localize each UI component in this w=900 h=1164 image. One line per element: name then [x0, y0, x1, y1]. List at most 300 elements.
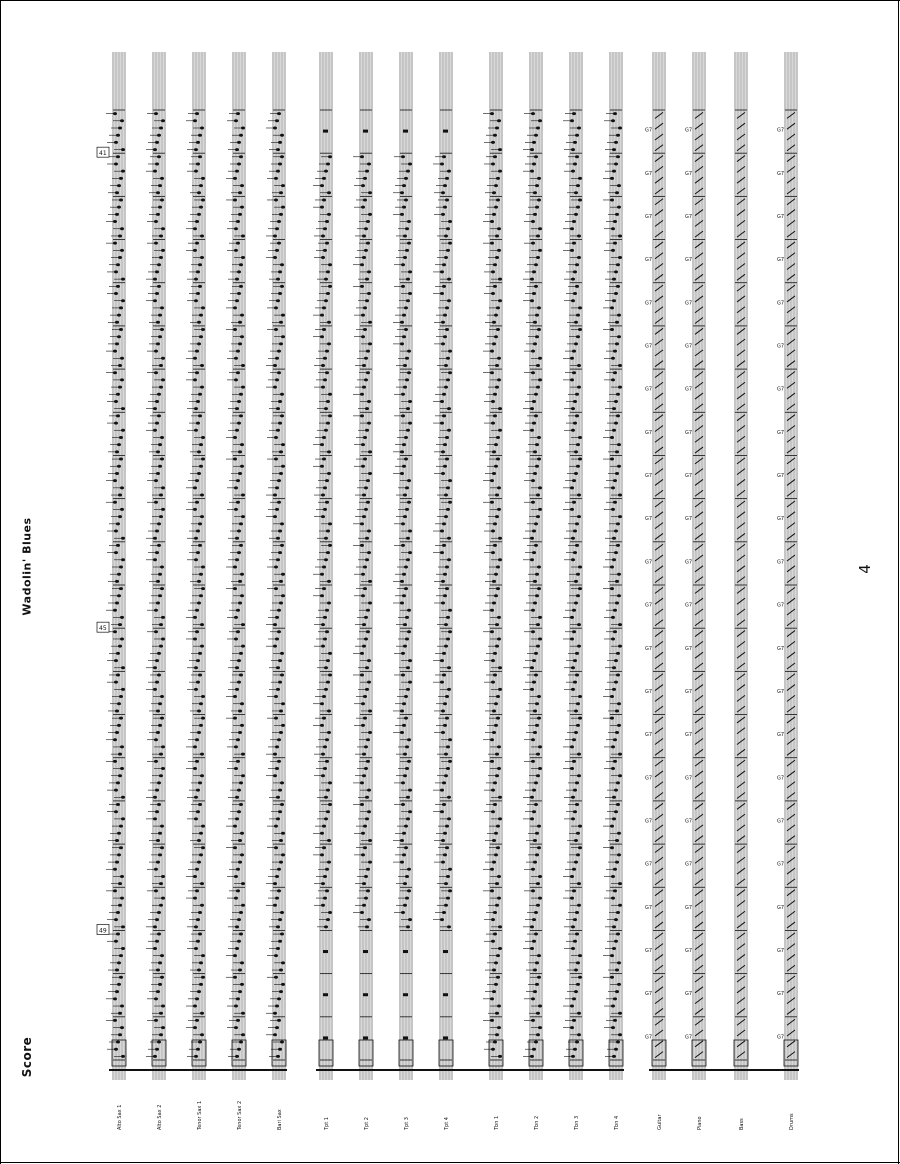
note-head [612, 817, 616, 820]
note-head [536, 234, 540, 237]
note-head [195, 760, 199, 763]
note-head [494, 832, 498, 835]
note-head [321, 753, 325, 756]
note-head [492, 969, 496, 972]
note-head [116, 933, 120, 936]
note-head [199, 314, 203, 317]
note-head [328, 781, 332, 784]
note-head [156, 213, 160, 216]
note-head [362, 645, 366, 648]
note-head [153, 817, 157, 820]
note-head [572, 350, 576, 353]
chord-symbol: G7 [645, 386, 653, 393]
note-head [279, 731, 283, 734]
note-head [497, 616, 501, 619]
note-head [241, 753, 245, 756]
note-head [615, 731, 619, 734]
note-head [324, 925, 328, 928]
note-head [534, 781, 538, 784]
note-head [576, 853, 580, 856]
note-head [199, 832, 203, 835]
note-head [281, 335, 285, 338]
note-head [360, 155, 364, 158]
note-head [495, 882, 499, 885]
note-head [273, 256, 277, 259]
note-head [578, 587, 582, 590]
note-head [200, 234, 204, 237]
note-head [153, 148, 157, 151]
note-head [233, 976, 237, 979]
chord-symbol: G7 [645, 473, 653, 480]
note-head [161, 357, 165, 360]
rest-mark [363, 1036, 368, 1039]
note-head [448, 371, 452, 374]
note-head [118, 882, 122, 885]
note-head [610, 976, 614, 979]
note-head [441, 342, 445, 345]
note-head [611, 637, 615, 640]
note-head [490, 868, 494, 871]
note-head [199, 465, 203, 468]
note-head [404, 587, 408, 590]
note-head [447, 407, 451, 410]
note-head [363, 846, 367, 849]
note-head [498, 537, 502, 540]
note-head [362, 774, 366, 777]
note-head [440, 400, 444, 403]
note-head [491, 292, 495, 295]
note-head [118, 494, 122, 497]
note-head [443, 465, 447, 468]
note-head [321, 882, 325, 885]
note-head [404, 177, 408, 180]
note-head [495, 234, 499, 237]
note-head [400, 839, 404, 842]
note-head [194, 148, 198, 151]
note-head [323, 767, 327, 770]
note-head [533, 580, 537, 583]
music-score [95, 40, 815, 1140]
note-head [532, 940, 536, 943]
note-head [320, 443, 324, 446]
note-head [406, 429, 410, 432]
note-head [537, 328, 541, 331]
note-head [530, 537, 534, 540]
note-head [241, 623, 245, 626]
note-head [444, 364, 448, 367]
note-head [615, 580, 619, 583]
note-head [496, 306, 500, 309]
note-head [158, 335, 162, 338]
note-head [494, 206, 498, 209]
note-head [405, 249, 409, 252]
note-head [238, 191, 242, 194]
note-head [442, 544, 446, 547]
note-head [496, 458, 500, 461]
note-head [444, 904, 448, 907]
note-head [239, 522, 243, 525]
note-head [536, 364, 540, 367]
note-head [400, 472, 404, 475]
note-head [495, 645, 499, 648]
note-head [153, 537, 157, 540]
note-head [406, 170, 410, 173]
note-head [442, 803, 446, 806]
note-head [118, 364, 122, 367]
note-head [327, 839, 331, 842]
note-head [495, 1012, 499, 1015]
note-head [495, 904, 499, 907]
chord-symbol: G7 [645, 1034, 653, 1041]
note-head [493, 393, 497, 396]
note-head [200, 645, 204, 648]
note-head [366, 242, 370, 245]
note-head [195, 371, 199, 374]
note-head [532, 530, 536, 533]
note-head [448, 242, 452, 245]
note-head [612, 407, 616, 410]
piece-title: Wadolin' Blues [20, 517, 34, 616]
note-head [612, 170, 616, 173]
note-head [156, 191, 160, 194]
note-head [570, 378, 574, 381]
note-head [233, 825, 237, 828]
note-head [404, 846, 408, 849]
note-head [444, 645, 448, 648]
note-head [121, 299, 125, 302]
note-head [321, 774, 325, 777]
note-head [194, 1055, 198, 1058]
note-head [612, 688, 616, 691]
note-head [235, 688, 239, 691]
note-head [199, 184, 203, 187]
note-head [531, 371, 535, 374]
note-head [274, 825, 278, 828]
note-head [120, 227, 124, 230]
note-head [155, 551, 159, 554]
note-head [530, 666, 534, 669]
note-head [278, 810, 282, 813]
note-head [328, 522, 332, 525]
note-head [156, 861, 160, 864]
note-head [277, 997, 281, 1000]
note-head [445, 717, 449, 720]
note-head [492, 580, 496, 583]
note-head [444, 386, 448, 389]
note-head [497, 637, 501, 640]
note-head [274, 436, 278, 439]
note-head [445, 458, 449, 461]
note-head [361, 443, 365, 446]
note-head [444, 256, 448, 259]
note-head [193, 378, 197, 381]
note-head [491, 422, 495, 425]
note-head [280, 544, 284, 547]
note-head [273, 753, 277, 756]
note-head [368, 342, 372, 345]
note-head [407, 350, 411, 353]
note-head [368, 191, 372, 194]
chord-symbol: G7 [777, 559, 785, 566]
note-head [119, 587, 123, 590]
note-head [367, 530, 371, 533]
note-head [324, 429, 328, 432]
note-head [615, 450, 619, 453]
note-head [497, 508, 501, 511]
note-head [531, 220, 535, 223]
note-head [496, 846, 500, 849]
note-head [236, 609, 240, 612]
note-head [490, 371, 494, 374]
chord-symbol: G7 [685, 386, 693, 393]
note-head [366, 371, 370, 374]
note-head [156, 321, 160, 324]
note-head [153, 278, 157, 281]
note-head [153, 299, 157, 302]
note-head [159, 126, 163, 129]
note-head [576, 465, 580, 468]
note-head [234, 897, 238, 900]
note-head [407, 501, 411, 504]
note-head [157, 803, 161, 806]
note-head [616, 414, 620, 417]
note-head [406, 817, 410, 820]
note-head [120, 508, 124, 511]
note-head [279, 213, 283, 216]
note-head [617, 702, 621, 705]
note-head [197, 861, 201, 864]
note-head [280, 652, 284, 655]
note-head [327, 601, 331, 604]
note-head [448, 501, 452, 504]
note-head [196, 918, 200, 921]
note-head [273, 494, 277, 497]
note-head [153, 1055, 157, 1058]
note-head [323, 897, 327, 900]
note-head [196, 940, 200, 943]
note-head [200, 515, 204, 518]
chord-symbol: G7 [645, 170, 653, 177]
note-head [241, 364, 245, 367]
note-head [118, 1033, 122, 1036]
note-head [574, 969, 578, 972]
note-head [158, 983, 162, 986]
note-head [116, 803, 120, 806]
note-head [617, 724, 621, 727]
note-head [611, 897, 615, 900]
note-head [611, 119, 615, 122]
note-head [368, 601, 372, 604]
note-head [114, 940, 118, 943]
note-head [572, 1019, 576, 1022]
note-head [121, 817, 125, 820]
note-head [496, 177, 500, 180]
note-head [281, 314, 285, 317]
note-head [156, 839, 160, 842]
note-head [570, 249, 574, 252]
note-head [618, 623, 622, 626]
note-head [494, 724, 498, 727]
note-head [367, 810, 371, 813]
chord-symbol: G7 [645, 559, 653, 566]
note-head [403, 515, 407, 518]
note-head [234, 119, 238, 122]
note-head [442, 155, 446, 158]
note-head [116, 673, 120, 676]
note-head [575, 522, 579, 525]
note-head [441, 191, 445, 194]
note-head [490, 1019, 494, 1022]
note-head [446, 637, 450, 640]
note-head [498, 666, 502, 669]
instrument-label: Tpt 4 [444, 1117, 450, 1130]
note-head [531, 997, 535, 1000]
note-head [440, 810, 444, 813]
note-head [573, 1048, 577, 1051]
note-head [156, 450, 160, 453]
note-head [197, 731, 201, 734]
note-head [154, 609, 158, 612]
note-head [153, 688, 157, 691]
note-head [618, 386, 622, 389]
note-head [239, 1041, 243, 1044]
note-head [158, 573, 162, 576]
note-head [614, 789, 618, 792]
note-head [574, 321, 578, 324]
note-head [443, 724, 447, 727]
note-head [195, 479, 199, 482]
note-head [321, 645, 325, 648]
note-head [276, 688, 280, 691]
note-head [611, 249, 615, 252]
note-head [492, 450, 496, 453]
note-head [613, 760, 617, 763]
note-head [193, 1005, 197, 1008]
note-head [361, 853, 365, 856]
chord-symbol: G7 [645, 904, 653, 911]
note-head [363, 436, 367, 439]
note-head [492, 472, 496, 475]
note-head [442, 285, 446, 288]
chord-symbol: G7 [685, 818, 693, 825]
note-head [278, 400, 282, 403]
note-head [320, 184, 324, 187]
note-head [193, 897, 197, 900]
note-head [613, 112, 617, 115]
note-head [447, 925, 451, 928]
note-head [577, 882, 581, 885]
note-head [115, 839, 119, 842]
note-head [193, 508, 197, 511]
note-head [239, 933, 243, 936]
note-head [576, 443, 580, 446]
note-head [114, 530, 118, 533]
note-head [538, 378, 542, 381]
note-head [277, 501, 281, 504]
note-head [157, 522, 161, 525]
note-head [117, 335, 121, 338]
note-head [118, 234, 122, 237]
note-head [403, 774, 407, 777]
note-head [328, 803, 332, 806]
note-head [120, 119, 124, 122]
rest-mark [443, 130, 448, 133]
note-head [235, 429, 239, 432]
note-head [121, 688, 125, 691]
note-head [615, 321, 619, 324]
note-head [324, 817, 328, 820]
note-head [575, 933, 579, 936]
note-head [158, 443, 162, 446]
note-head [233, 328, 237, 331]
note-head [570, 875, 574, 878]
note-head [115, 969, 119, 972]
note-head [538, 227, 542, 230]
note-head [573, 551, 577, 554]
note-head [196, 141, 200, 144]
note-head [570, 616, 574, 619]
note-head [575, 155, 579, 158]
note-head [118, 1012, 122, 1015]
note-head [405, 767, 409, 770]
note-head [199, 961, 203, 964]
chord-symbol: G7 [645, 948, 653, 955]
note-head [196, 659, 200, 662]
note-head [575, 285, 579, 288]
note-head [281, 702, 285, 705]
note-head [198, 933, 202, 936]
note-head [574, 990, 578, 993]
note-head [196, 162, 200, 165]
note-head [275, 1026, 279, 1029]
note-head [574, 450, 578, 453]
note-head [446, 767, 450, 770]
chord-symbol: G7 [685, 170, 693, 177]
note-head [201, 954, 205, 957]
note-head [325, 501, 329, 504]
note-head [447, 170, 451, 173]
note-head [617, 573, 621, 576]
note-head [537, 846, 541, 849]
note-head [156, 990, 160, 993]
note-head [535, 184, 539, 187]
note-head [239, 911, 243, 914]
note-head [445, 695, 449, 698]
note-head [157, 285, 161, 288]
note-head [402, 594, 406, 597]
note-head [577, 234, 581, 237]
note-head [156, 472, 160, 475]
note-head [238, 839, 242, 842]
note-head [277, 112, 281, 115]
chord-symbol: G7 [777, 645, 785, 652]
note-head [615, 342, 619, 345]
note-head [119, 825, 123, 828]
note-head [323, 227, 327, 230]
note-head [443, 573, 447, 576]
note-head [121, 278, 125, 281]
chord-symbol: G7 [645, 991, 653, 998]
note-head [441, 450, 445, 453]
note-head [494, 853, 498, 856]
note-head [618, 904, 622, 907]
note-head [403, 753, 407, 756]
chord-symbol: G7 [685, 257, 693, 264]
page-left-rule [0, 0, 1, 1164]
note-head [113, 997, 117, 1000]
note-head [360, 263, 364, 266]
note-head [200, 753, 204, 756]
